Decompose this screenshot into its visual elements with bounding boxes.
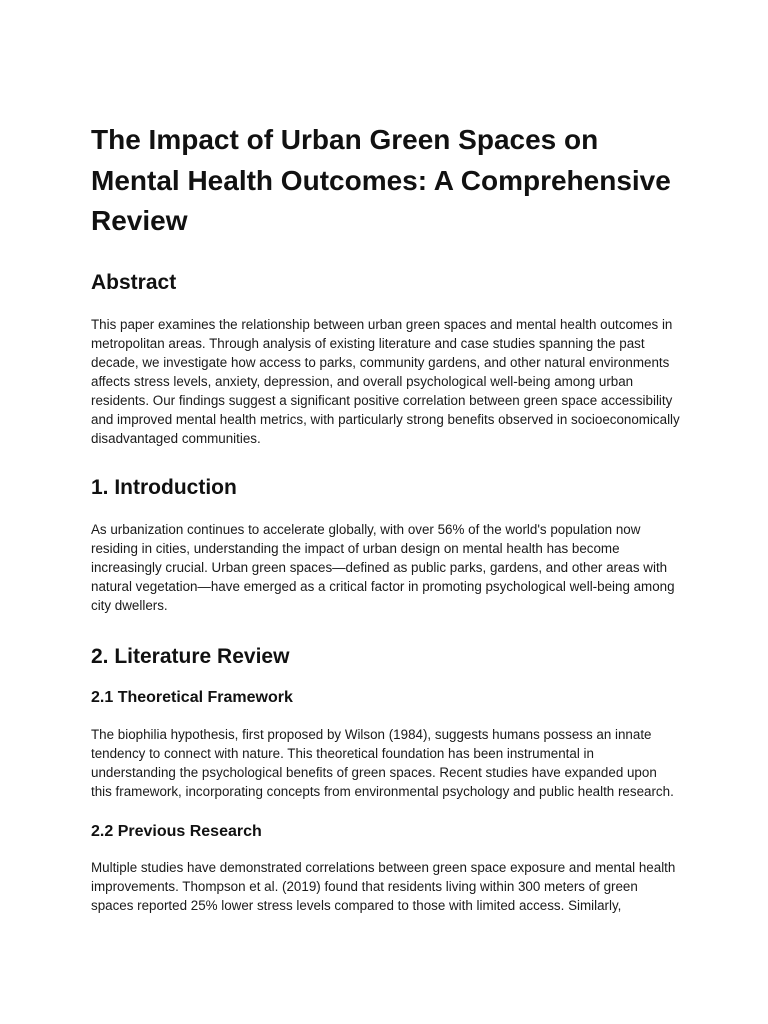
theoretical-framework-heading: 2.1 Theoretical Framework [91, 688, 293, 706]
theoretical-framework-paragraph: The biophilia hypothesis, first proposed by Wilson (1984), suggests humans possess an innate tendency to connect with nature. This theoretical foundation has been instrumental in understanding the psychological benefits of green spaces. Recent studies have expanded upon this framework, incorporating concepts from environmental psychology and public health research. [91, 726, 674, 799]
previous-research-paragraph: Multiple studies have demonstrated correlations between green space exposure and mental health improvements. Thompson et al. (2019) found that residents living within 300 meters of green spaces reported 25% lower stress levels compared to those with limited access. Similarly, [91, 859, 676, 913]
abstract-heading: Abstract [91, 270, 177, 294]
introduction-heading: 1. Introduction [91, 475, 237, 499]
paper-page [91, 120, 681, 915]
literature-review-heading: 2. Literature Review [91, 644, 290, 668]
paper-title: The Impact of Urban Green Spaces on Mental Health Outcomes: A Comprehensive Review [91, 124, 671, 236]
previous-research-heading: 2.2 Previous Research [91, 822, 262, 840]
abstract-paragraph: This paper examines the relationship between urban green spaces and mental health outcomes in metropolitan areas. Through analysis of existing literature and case studies spanning the past decade, we investigate how access to parks, community gardens, and other natural environments affects stress levels, anxiety, depression, and overall psychological well-being among urban residents. Our findings suggest a significant positive correlation between green space accessibility and improved mental health metrics, with particularly strong benefits observed in socioeconomically disadvantaged communities. [91, 316, 680, 446]
introduction-paragraph: As urbanization continues to accelerate globally, with over 56% of the world's population now residing in cities, understanding the impact of urban design on mental health has become increasingly crucial. Urban green spaces—defined as public parks, gardens, and other areas with natural vegetation—have emerged as a critical factor in promoting psychological well-being among city dwellers. [91, 521, 675, 613]
